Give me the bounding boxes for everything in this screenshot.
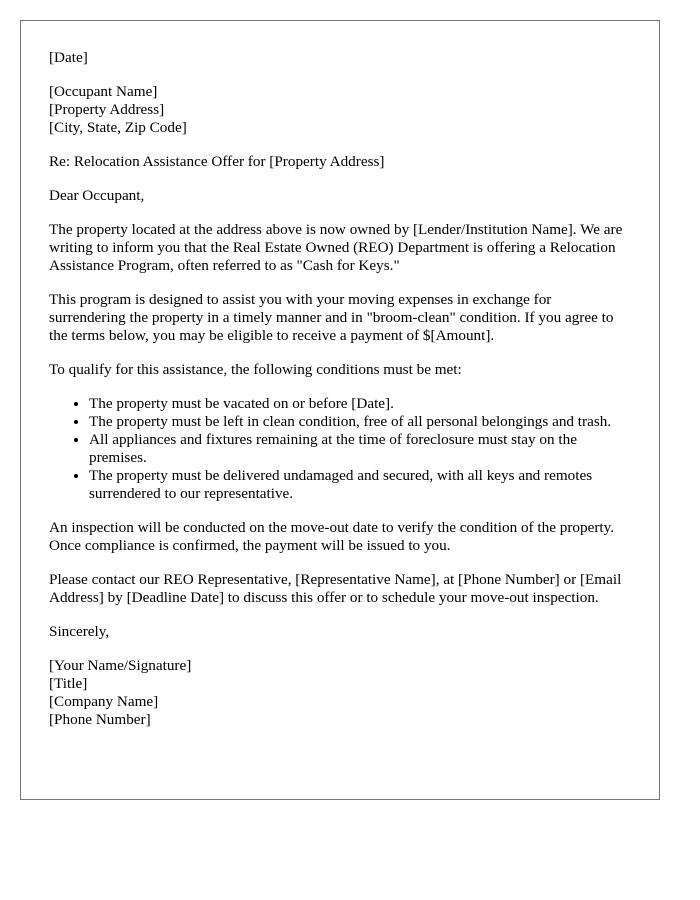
signature-phone: [Phone Number]	[49, 711, 151, 728]
intro-paragraph: The property located at the address above is now owned by [Lender/Institution Name]. We are writing to inform you that the Real Estate Owned (REO) Department is offering a Relocation Assistance Program, often referred to as "Cash for Keys."	[49, 221, 623, 274]
signature-name: [Your Name/Signature]	[49, 657, 192, 674]
signature-block	[49, 657, 631, 729]
subject-line: Re: Relocation Assistance Offer for [Property Address]	[49, 153, 385, 170]
condition-item: • The property must be delivered undamaged and secured, with all keys and remotes surrendered to our representative.	[89, 467, 631, 503]
closing: Sincerely,	[49, 623, 110, 640]
recipient-address: [Property Address]	[49, 101, 165, 118]
recipient-block	[49, 83, 631, 137]
inspection-paragraph: An inspection will be conducted on the move-out date to verify the condition of the property. Once compliance is confirmed, the payment will be issued to you.	[49, 519, 615, 554]
signature-title: [Title]	[49, 675, 88, 692]
salutation: Dear Occupant,	[49, 187, 145, 204]
condition-item: • The property must be left in clean condition, free of all personal belongings and trash.	[89, 413, 631, 431]
recipient-city-state-zip: [City, State, Zip Code]	[49, 119, 187, 136]
condition-item: • The property must be vacated on or before [Date].	[89, 395, 631, 413]
conditions-list	[49, 395, 631, 503]
letter-page	[20, 20, 660, 800]
condition-item: • All appliances and fixtures remaining at the time of foreclosure must stay on the premises.	[89, 431, 631, 467]
qualify-paragraph: To qualify for this assistance, the following conditions must be met:	[49, 361, 462, 378]
contact-paragraph: Please contact our REO Representative, [Representative Name], at [Phone Number] or [Email Address] by [Deadline Date] to discuss this offer or to schedule your move-out inspection.	[49, 571, 622, 606]
recipient-name: [Occupant Name]	[49, 83, 158, 100]
signature-company: [Company Name]	[49, 693, 159, 710]
program-paragraph: This program is designed to assist you with your moving expenses in exchange for surrendering the property in a timely manner and in "broom-clean" condition. If you agree to the terms below, you may be eligible to receive a payment of $[Amount].	[49, 291, 614, 344]
letter-date: [Date]	[49, 49, 88, 66]
